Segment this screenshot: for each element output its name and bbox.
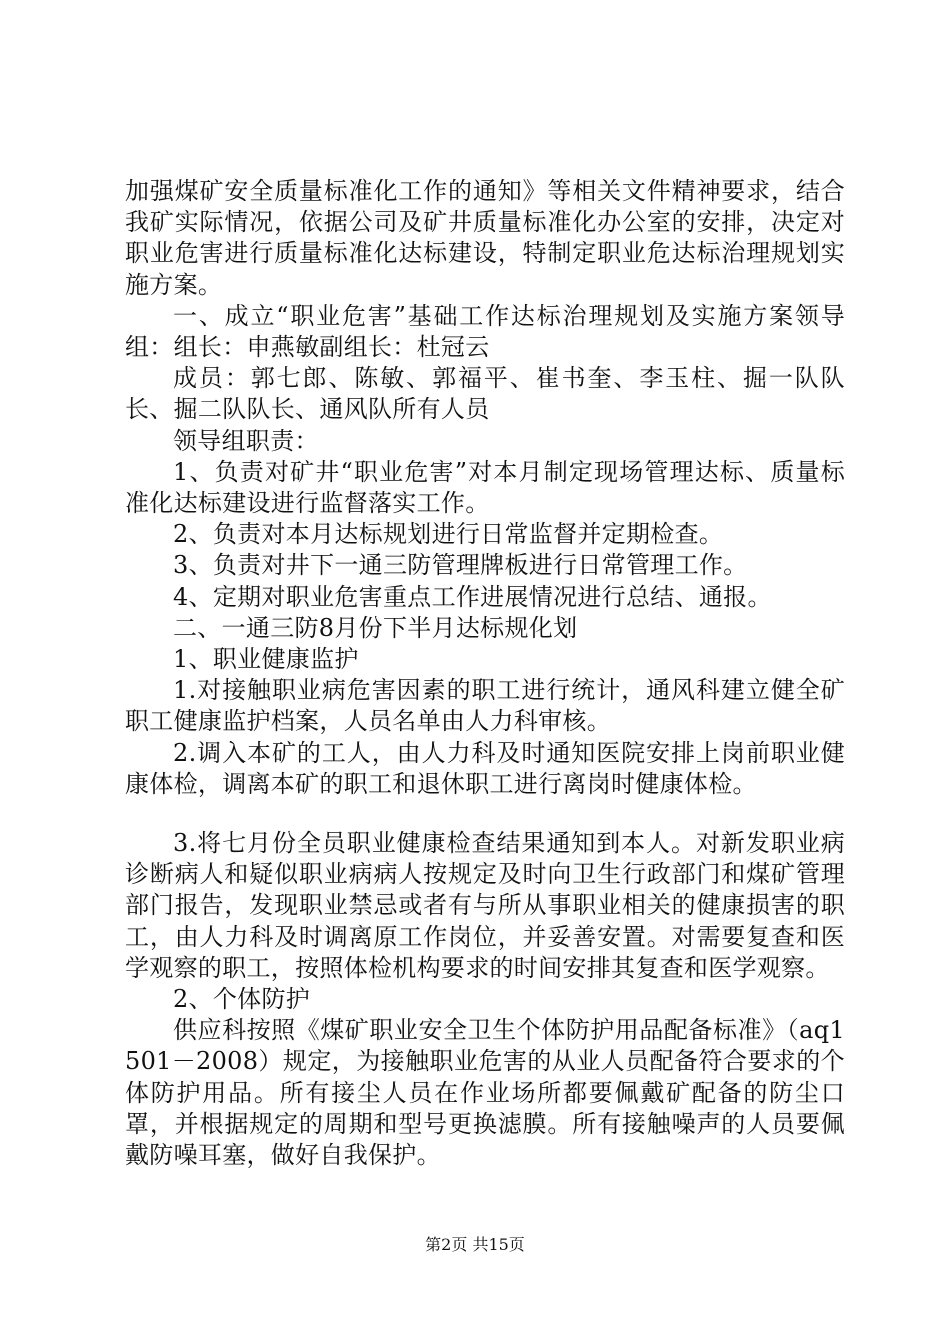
section-heading: 二、一通三防8月份下半月达标规化划 [173, 613, 578, 642]
paragraph: 1、负责对矿井“职业危害”对本月制定现场管理达标、质量标准化达标建设进行监督落实工作。 [125, 457, 845, 518]
paragraph: 3、负责对井下一通三防管理牌板进行日常管理工作。 [173, 551, 748, 580]
subsection-heading: 1、职业健康监护 [173, 645, 359, 674]
paragraph: 供应科按照《煤矿职业安全卫生个体防护用品配备标准》（aq1501－2008）规定，为接触职业危害的从业人员配备符合要求的个体防护用品。所有接尘人员在作业场所都要佩戴矿配备的防尘口罩，并根据规定的周期和型号更换滤膜。所有接触噪声的人员要佩戴防噪耳塞，做好自我保护。 [125, 1016, 845, 1170]
document-body [125, 176, 845, 1171]
paragraph: 2.调入本矿的工人，由人力科及时通知医院安排上岗前职业健康体检，调离本矿的职工和退休职工进行离岗时健康体检。 [125, 738, 845, 798]
paragraph: 3.将七月份全员职业健康检查结果通知到本人。对新发职业病诊断病人和疑似职业病病人按规定及时向卫生行政部门和煤矿管理部门报告，发现职业禁忌或者有与所从事职业相关的健康损害的职工，由人力科及时调离原工作岗位，并妥善安置。对需要复查和医学观察的职工，按照体检机构要求的时间安排其复查和医学观察。 [125, 829, 845, 982]
paragraph: 1.对接触职业病危害因素的职工进行统计，通风科建立健全矿职工健康监护档案，人员名单由人力科审核。 [125, 676, 845, 736]
paragraph: 4、定期对职业危害重点工作进展情况进行总结、通报。 [173, 582, 772, 611]
paragraph: 2、负责对本月达标规划进行日常监督并定期检查。 [173, 520, 724, 549]
paragraph: 一、成立“职业危害”基础工作达标治理规划及实施方案领导组：组长：申燕敏副组长：杜冠云 [125, 301, 845, 362]
subsection-heading: 2、个体防护 [173, 985, 311, 1014]
paragraph: 领导组职责： [173, 426, 319, 455]
page-number-footer: 第2页 共15页 [425, 1235, 525, 1254]
paragraph: 加强煤矿安全质量标准化工作的通知》等相关文件精神要求，结合我矿实际情况，依据公司及矿井质量标准化办公室的安排，决定对职业危害进行质量标准化达标建设，特制定职业危达标治理规划实施方案。 [125, 177, 845, 299]
paragraph: 成员：郭七郎、陈敏、郭福平、崔书奎、李玉柱、掘一队队长、掘二队队长、通风队所有人员 [125, 364, 845, 424]
